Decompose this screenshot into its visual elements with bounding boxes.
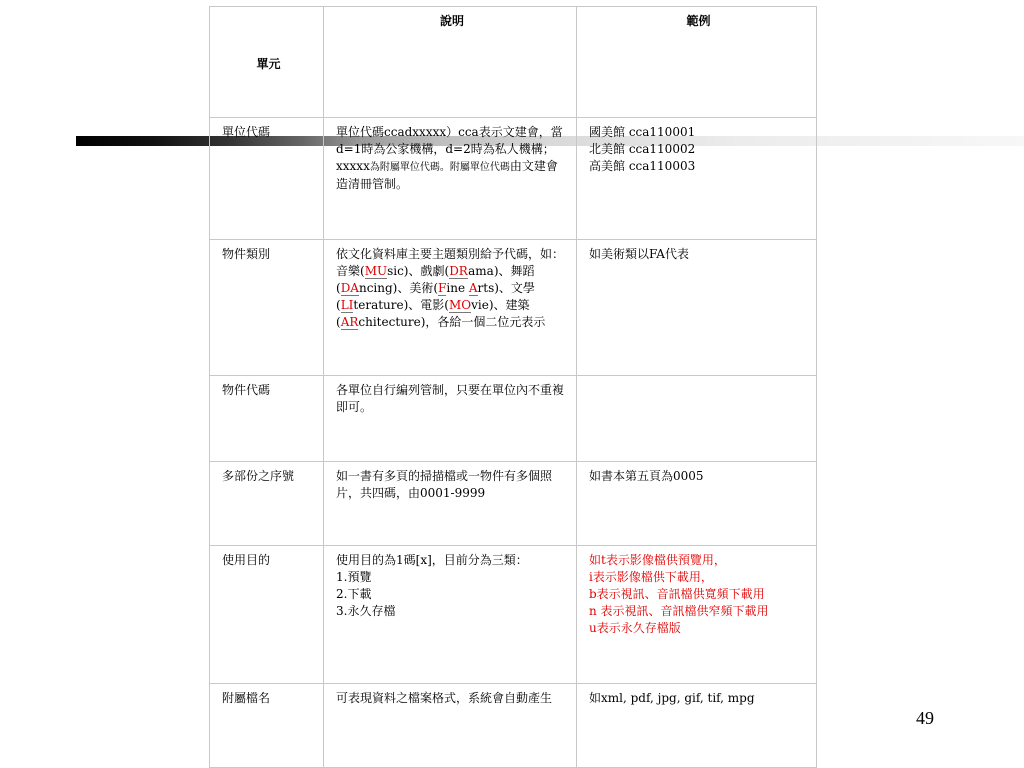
code-mark: AR <box>340 315 359 329</box>
desc-line: 2.下載 <box>336 587 372 601</box>
table-row <box>210 118 817 240</box>
desc-text: vie)、建築( <box>336 298 530 329</box>
header-example: 範例 <box>577 7 817 118</box>
desc-text: 依文化資料庫主要主題類別給予代碼，如：音樂( <box>336 247 565 278</box>
desc-text: ine <box>446 281 469 295</box>
row-unit: 多部份之序號 <box>210 462 324 546</box>
code-mark: DA <box>340 281 359 295</box>
code-definition-table <box>209 6 817 768</box>
desc-text: ncing)、美術( <box>358 281 439 295</box>
example-line: 如t表示影像檔供預覽用， <box>589 553 726 567</box>
code-mark: LI <box>340 298 354 312</box>
row-example <box>577 376 817 462</box>
example-line: 國美館 cca110001 <box>589 125 696 139</box>
table-row <box>210 240 817 376</box>
desc-small-text: 為附屬單位代碼。附屬單位代碼 <box>369 162 510 173</box>
header-unit: 單元 <box>210 7 324 118</box>
desc-line: 3.永久存檔 <box>336 604 396 618</box>
table-row <box>210 376 817 462</box>
row-example <box>577 118 817 240</box>
row-description: 各單位自行編列管制，只要在單位內不重複即可。 <box>324 376 577 462</box>
row-description: 可表現資料之檔案格式，系統會自動產生 <box>324 684 577 768</box>
desc-line: 使用目的為1碼[x]，目前分為三類： <box>336 553 528 567</box>
table-header-row <box>210 7 817 118</box>
code-mark: MU <box>364 264 388 278</box>
row-description: 如一書有多頁的掃描檔或一物件有多個照片，共四碼，由0001-9999 <box>324 462 577 546</box>
desc-text: rts)、文學( <box>336 281 535 312</box>
desc-text: 單位代碼ccadxxxxx）cca表示文建會，當d=1時為公家機構，d=2時為私人機構；xxxxx <box>336 125 563 173</box>
desc-text: terature)、電影( <box>353 298 449 312</box>
table-row <box>210 546 817 684</box>
row-example <box>577 546 817 684</box>
row-unit: 單位代碼 <box>210 118 324 240</box>
desc-line: 1.預覽 <box>336 570 372 584</box>
header-description: 說明 <box>324 7 577 118</box>
row-description <box>324 118 577 240</box>
row-unit: 物件類別 <box>210 240 324 376</box>
table-row <box>210 684 817 768</box>
example-line: b表示視訊、音訊檔供寬頻下載用 <box>589 587 765 601</box>
desc-text: sic)、戲劇( <box>387 264 450 278</box>
page-number: 49 <box>916 708 934 728</box>
example-line: 北美館 cca110002 <box>589 142 696 156</box>
row-unit: 使用目的 <box>210 546 324 684</box>
example-line: 高美館 cca110003 <box>589 159 696 173</box>
code-mark: F <box>438 281 447 295</box>
desc-text: chitecture)，各給一個二位元表示 <box>358 315 546 329</box>
desc-text: 由文建會造清冊管制。 <box>336 159 558 191</box>
row-description <box>324 546 577 684</box>
code-mark: MO <box>448 298 472 312</box>
row-description <box>324 240 577 376</box>
row-example: 如xml, pdf, jpg, gif, tif, mpg <box>577 684 817 768</box>
row-unit: 物件代碼 <box>210 376 324 462</box>
row-example: 如書本第五頁為0005 <box>577 462 817 546</box>
row-unit: 附屬檔名 <box>210 684 324 768</box>
code-mark: DR <box>449 264 469 278</box>
example-line: u表示永久存檔版 <box>589 621 681 635</box>
example-line: i表示影像檔供下載用， <box>589 570 713 584</box>
row-example: 如美術類以FA代表 <box>577 240 817 376</box>
desc-text: ama)、舞蹈( <box>336 264 535 295</box>
code-mark: A <box>468 281 478 295</box>
table-row <box>210 462 817 546</box>
example-line: n 表示視訊、音訊檔供窄頻下載用 <box>589 604 769 618</box>
